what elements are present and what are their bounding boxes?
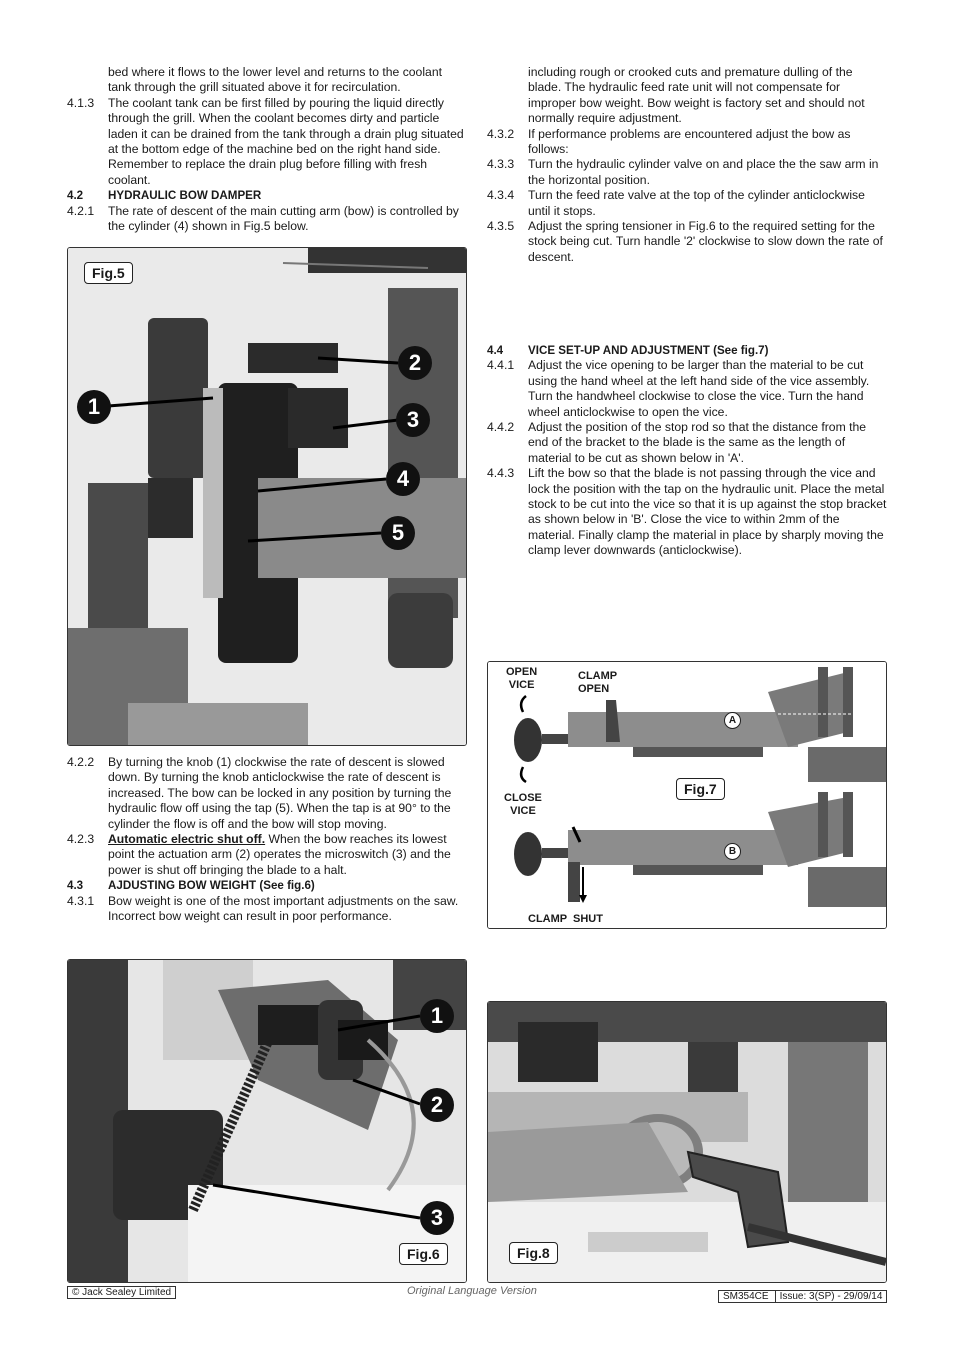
section-heading-4-4: 4.4 VICE SET-UP AND ADJUSTMENT (See fig.7) [487, 344, 769, 357]
paragraph-4-4-3: 4.4.3 Lift the bow so that the blade is not passing through the vice and lock the position with the tap on the hydraulic unit. Place the metal stock to be cut into the vice so that it is up against the stop bracket as shown below in 'B'. Close the vice to within 2mm of the material. Finally clamp the material in place by sharply moving the clamp lever downwards (anticlockwise). [487, 466, 887, 558]
paragraph-4-3-3: 4.3.3 Turn the hydraulic cylinder valve on and place the the saw arm in the horizontal position. [487, 157, 879, 187]
figure-7-vice-diagram [487, 661, 887, 929]
open-vice-label: OPEN VICE [506, 666, 538, 691]
original-language-note: Original Language Version [407, 1285, 537, 1297]
fig6-callout-1: 1 [420, 999, 454, 1033]
figure-8-clamp-photo [487, 1001, 887, 1283]
paragraph-4-3-2: 4.3.2 If performance problems are encountered adjust the bow as follows: [487, 126, 851, 157]
right-column-vice-section [487, 343, 887, 559]
copyright-box: © Jack Sealey Limited [67, 1286, 176, 1299]
paragraph-4-3-4: 4.3.4 Turn the feed rate valve at the top of the cylinder anticlockwise until it stops. [487, 188, 865, 218]
marker-b: B [724, 843, 741, 860]
fig5-callout-2: 2 [398, 346, 432, 380]
section-heading-4-3: 4.3 AJDUSTING BOW WEIGHT (See fig.6) [67, 879, 315, 893]
model-issue-box [718, 1290, 887, 1303]
figure-6-label: Fig.6 [399, 1243, 448, 1265]
figure-5-hydraulic-damper-photo [67, 247, 467, 746]
fig5-callout-lines [68, 248, 466, 745]
paragraph-4-2-3: 4.2.3 Automatic electric shut off. When the bow reaches its lowest point the actuation arm (2) operates the microswitch (3) and the power is shut off bringing the blade to a halt. [67, 832, 451, 877]
marker-a: A [724, 712, 741, 729]
fig6-callout-2: 2 [420, 1088, 454, 1122]
paragraph-4-3-1: 4.3.1 Bow weight is one of the most important adjustments on the saw. Incorrect bow weight can result in poor performance. [67, 893, 459, 924]
fig5-callout-4: 4 [386, 462, 420, 496]
paragraph-4-3-1-continued: including rough or crooked cuts and premature dulling of the blade. The hydraulic feed rate unit will not compensate for improper bow weight. Bow weight is factory set and should not normally require adjustment. [528, 65, 865, 126]
paragraph-4-4-2: 4.4.2 Adjust the position of the stop rod so that the distance from the end of the bracket to the blade is the same as the length of material to be cut as shown below in 'A'. [487, 420, 867, 465]
figure-5-label: Fig.5 [84, 262, 133, 284]
section-heading-4-2: 4.2 HYDRAULIC BOW DAMPER [67, 189, 262, 203]
model-number: SM354CE [723, 1291, 769, 1302]
paragraph-4-2-1: 4.2.1 The rate of descent of the main cutting arm (bow) is controlled by the cylinder (4) shown in Fig.5 below. [67, 203, 459, 234]
fig6-callout-lines [68, 960, 466, 1282]
left-column-bottom [67, 755, 467, 924]
paragraph-4-2-2: 4.2.2 By turning the knob (1) clockwise the rate of descent is slowed down. By turning the knob anticlockwise the rate of descent is increased. The bow can be locked in any position by turning the hydraulic flow off using the tap (5). When the tap is at 90° to the cylinder the flow is off and the bow will stop moving. [67, 755, 452, 831]
fig5-callout-5: 5 [381, 516, 415, 550]
figure-6-bow-weight-photo [67, 959, 467, 1283]
clamp-open-label: CLAMP OPEN [578, 670, 618, 695]
paragraph-4-1-1-continued: bed where it flows to the lower level and returns to the coolant tank through the grill situated above it for recirculation. [108, 65, 442, 95]
paragraph-4-4-1: 4.4.1 Adjust the vice opening to be larger than the material to be cut using the hand wheel at the left hand side of the vice assembly. Turn the handwheel clockwise to close the vice. Turn the hand wheel anticlockwise to open the vice. [487, 358, 870, 419]
clamp-shut-label: CLAMP SHUT [528, 913, 603, 925]
issue-date: Issue: 3(SP) - 29/09/14 [775, 1291, 883, 1302]
paragraph-4-1-3: 4.1.3 The coolant tank can be first filled by pouring the liquid directly through the grill. When the coolant becomes dirty and particle laden it can be drained from the tank through a drain plug situated at the bottom edge of the machine bed on the right hand side. Remember to replace the drain plug before filling with fresh coolant. [67, 95, 464, 187]
paragraph-4-3-5: 4.3.5 Adjust the spring tensioner in Fig.6 to the required setting for the stock being cut. Turn handle '2' clockwise to slow down the rate of descent. [487, 219, 883, 264]
clamped-tube-illustration [488, 1002, 886, 1282]
left-column-top [67, 65, 467, 234]
fig5-callout-1: 1 [77, 390, 111, 424]
figure-8-label: Fig.8 [509, 1242, 558, 1264]
fig5-callout-3: 3 [396, 403, 430, 437]
fig6-callout-3: 3 [420, 1201, 454, 1235]
right-column-top [487, 65, 887, 265]
close-vice-label: CLOSE VICE [504, 792, 542, 817]
figure-7-label: Fig.7 [676, 778, 725, 800]
